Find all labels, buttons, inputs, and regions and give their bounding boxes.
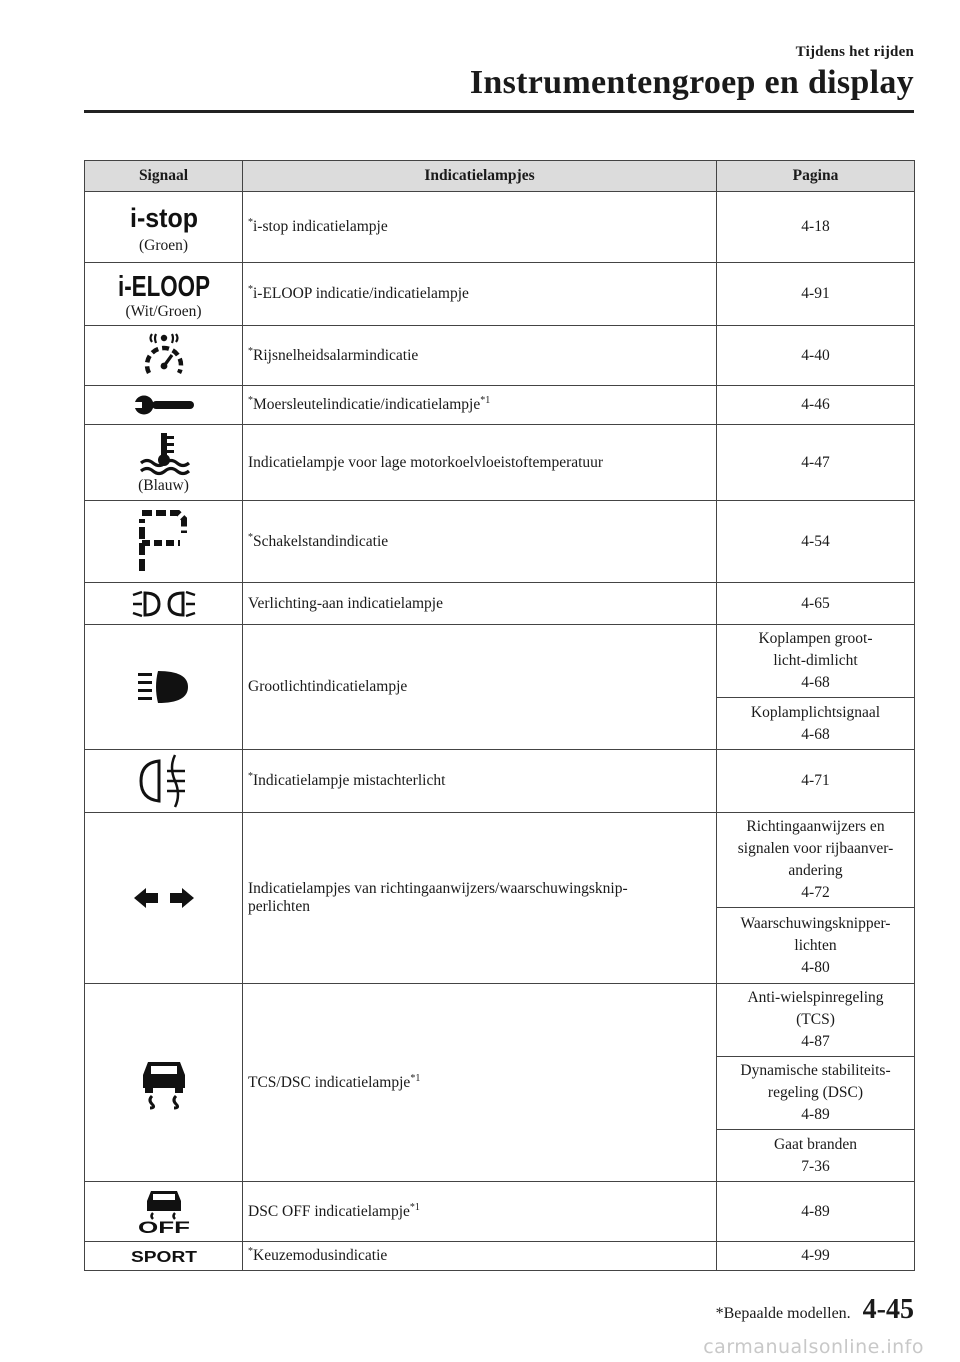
signal-cell xyxy=(85,984,243,1182)
signal-cell xyxy=(85,625,243,750)
chapter-title: Instrumentengroep en display xyxy=(469,64,914,101)
page-reference: Gaat branden 7-36 xyxy=(717,1130,915,1182)
footnote: *Bepaalde modellen. xyxy=(715,1305,851,1322)
indicator-label-cell xyxy=(243,263,717,326)
tcs-dsc-icon xyxy=(90,1058,237,1108)
table-row xyxy=(85,625,915,698)
indicator-label: Keuzemodusindicatie xyxy=(253,1247,388,1264)
indicator-label: Schakelstandindicatie xyxy=(253,532,389,550)
column-header-indicatielampjes: Indicatielampjes xyxy=(243,161,717,192)
page-footer xyxy=(716,1294,914,1326)
icon-text: OFF xyxy=(137,1217,190,1237)
lights-on-icon xyxy=(90,590,237,618)
signal-color-label: (Blauw) xyxy=(138,476,189,494)
indicator-label-cell xyxy=(243,192,717,263)
speed-alarm-icon xyxy=(90,333,237,379)
page-reference: 4-91 xyxy=(717,263,915,326)
asterisk-marker: * xyxy=(248,345,253,357)
indicator-label: TCS/DSC indicatielampje xyxy=(248,1073,411,1091)
indicator-label: Rijsnelheidsalarmindicatie xyxy=(253,346,419,364)
page-number: 4-45 xyxy=(862,1294,914,1325)
page-reference: 4-46 xyxy=(717,386,915,425)
indicator-label: Indicatielampje mistachterlicht xyxy=(253,772,446,789)
table-row xyxy=(85,583,915,625)
indicator-label-cell xyxy=(243,1182,717,1242)
signal-cell xyxy=(85,501,243,583)
footnote-marker: *1 xyxy=(480,394,491,406)
watermark: carmanualsonline.info xyxy=(703,1336,924,1358)
table-row xyxy=(85,501,915,583)
indicator-label-cell xyxy=(243,750,717,813)
asterisk-marker: * xyxy=(248,770,253,782)
coolant-temp-icon xyxy=(90,431,237,475)
indicator-label: Indicatielampje voor lage motorkoelvloeistoftemperatuur xyxy=(248,453,604,471)
indicator-label: i-stop indicatielampje xyxy=(253,218,388,235)
table-row xyxy=(85,813,915,908)
column-header-signaal: Signaal xyxy=(85,161,243,192)
icon-text: SPORT xyxy=(130,1249,197,1266)
page-reference: Richtingaanwijzers en signalen voor rijbaanver- andering 4-72 xyxy=(717,813,915,908)
asterisk-marker: * xyxy=(248,531,253,543)
i-stop-icon xyxy=(90,199,237,235)
indicator-label-cell xyxy=(243,425,717,501)
indicator-label: Moersleutelindicatie/indicatielampje xyxy=(253,396,481,413)
indicator-label: Grootlichtindicatielampje xyxy=(248,678,408,695)
page-reference: 4-65 xyxy=(717,583,915,625)
page-reference: 4-18 xyxy=(717,192,915,263)
section-title: Tijdens het rijden xyxy=(795,44,914,60)
footnote-marker: *1 xyxy=(410,1072,421,1084)
table-row xyxy=(85,326,915,386)
table-header-row xyxy=(85,161,915,192)
page-reference: 4-89 xyxy=(717,1182,915,1242)
wrench-icon xyxy=(90,395,237,415)
table-row xyxy=(85,386,915,425)
page-header xyxy=(470,44,914,102)
asterisk-marker: * xyxy=(248,216,253,228)
page-reference: 4-71 xyxy=(717,750,915,813)
page-reference: Koplamplichtsignaal 4-68 xyxy=(717,698,915,750)
page-reference: 4-99 xyxy=(717,1242,915,1271)
i-eloop-icon xyxy=(90,267,237,301)
column-header-pagina: Pagina xyxy=(717,161,915,192)
signal-cell xyxy=(85,1242,243,1271)
indicator-label-cell xyxy=(243,501,717,583)
indicator-label: Verlichting-aan indicatielampje xyxy=(248,594,443,612)
signal-cell xyxy=(85,326,243,386)
signal-cell xyxy=(85,1182,243,1242)
table-row xyxy=(85,750,915,813)
table-row xyxy=(85,1242,915,1271)
indicator-label-cell xyxy=(243,625,717,750)
signal-cell xyxy=(85,425,243,501)
signal-cell xyxy=(85,386,243,425)
table-row xyxy=(85,425,915,501)
indicator-label-cell xyxy=(243,386,717,425)
icon-text: i-stop xyxy=(129,203,198,233)
footnote-marker: *1 xyxy=(409,1201,420,1213)
asterisk-marker: * xyxy=(248,1245,253,1257)
asterisk-marker: * xyxy=(248,283,253,295)
indicator-label-cell xyxy=(243,984,717,1182)
signal-color-label: (Wit/Groen) xyxy=(125,303,202,320)
page-reference: Anti-wielspinregeling (TCS) 4-87 xyxy=(717,984,915,1057)
signal-cell xyxy=(85,750,243,813)
indicator-label: Indicatielampjes van richtingaanwijzers/waarschuwingsknip- perlichten xyxy=(248,880,628,915)
indicator-label-cell xyxy=(243,1242,717,1271)
indicator-label-cell xyxy=(243,813,717,984)
high-beam-icon xyxy=(90,669,237,705)
signal-table xyxy=(84,160,915,1271)
asterisk-marker: * xyxy=(248,394,253,406)
rear-fog-icon xyxy=(90,753,237,809)
signal-color-label: (Groen) xyxy=(138,237,189,254)
table-row xyxy=(85,263,915,326)
table-row xyxy=(85,1182,915,1242)
page-reference: Waarschuwingsknipper- lichten 4-80 xyxy=(717,908,915,984)
turn-signal-icon xyxy=(90,886,237,910)
sport-icon xyxy=(90,1246,237,1266)
page-reference: 4-47 xyxy=(717,425,915,501)
signal-cell xyxy=(85,813,243,984)
table-row xyxy=(85,192,915,263)
page-reference: 4-40 xyxy=(717,326,915,386)
icon-text: i-ELOOP xyxy=(117,271,210,303)
page-reference: Koplampen groot- licht-dimlicht 4-68 xyxy=(717,625,915,698)
indicator-label-cell xyxy=(243,326,717,386)
page-reference: Dynamische stabiliteits- regeling (DSC) 4-89 xyxy=(717,1057,915,1130)
page-reference: 4-54 xyxy=(717,501,915,583)
indicator-label-cell xyxy=(243,583,717,625)
dsc-off-icon xyxy=(90,1189,237,1235)
signal-cell xyxy=(85,583,243,625)
header-rule xyxy=(84,110,914,113)
signal-cell xyxy=(85,263,243,326)
shift-position-icon xyxy=(90,509,237,575)
indicator-label: DSC OFF indicatielampje xyxy=(248,1202,410,1220)
table-row xyxy=(85,984,915,1057)
signal-cell xyxy=(85,192,243,263)
indicator-label: i-ELOOP indicatie/indicatielampje xyxy=(253,285,469,302)
